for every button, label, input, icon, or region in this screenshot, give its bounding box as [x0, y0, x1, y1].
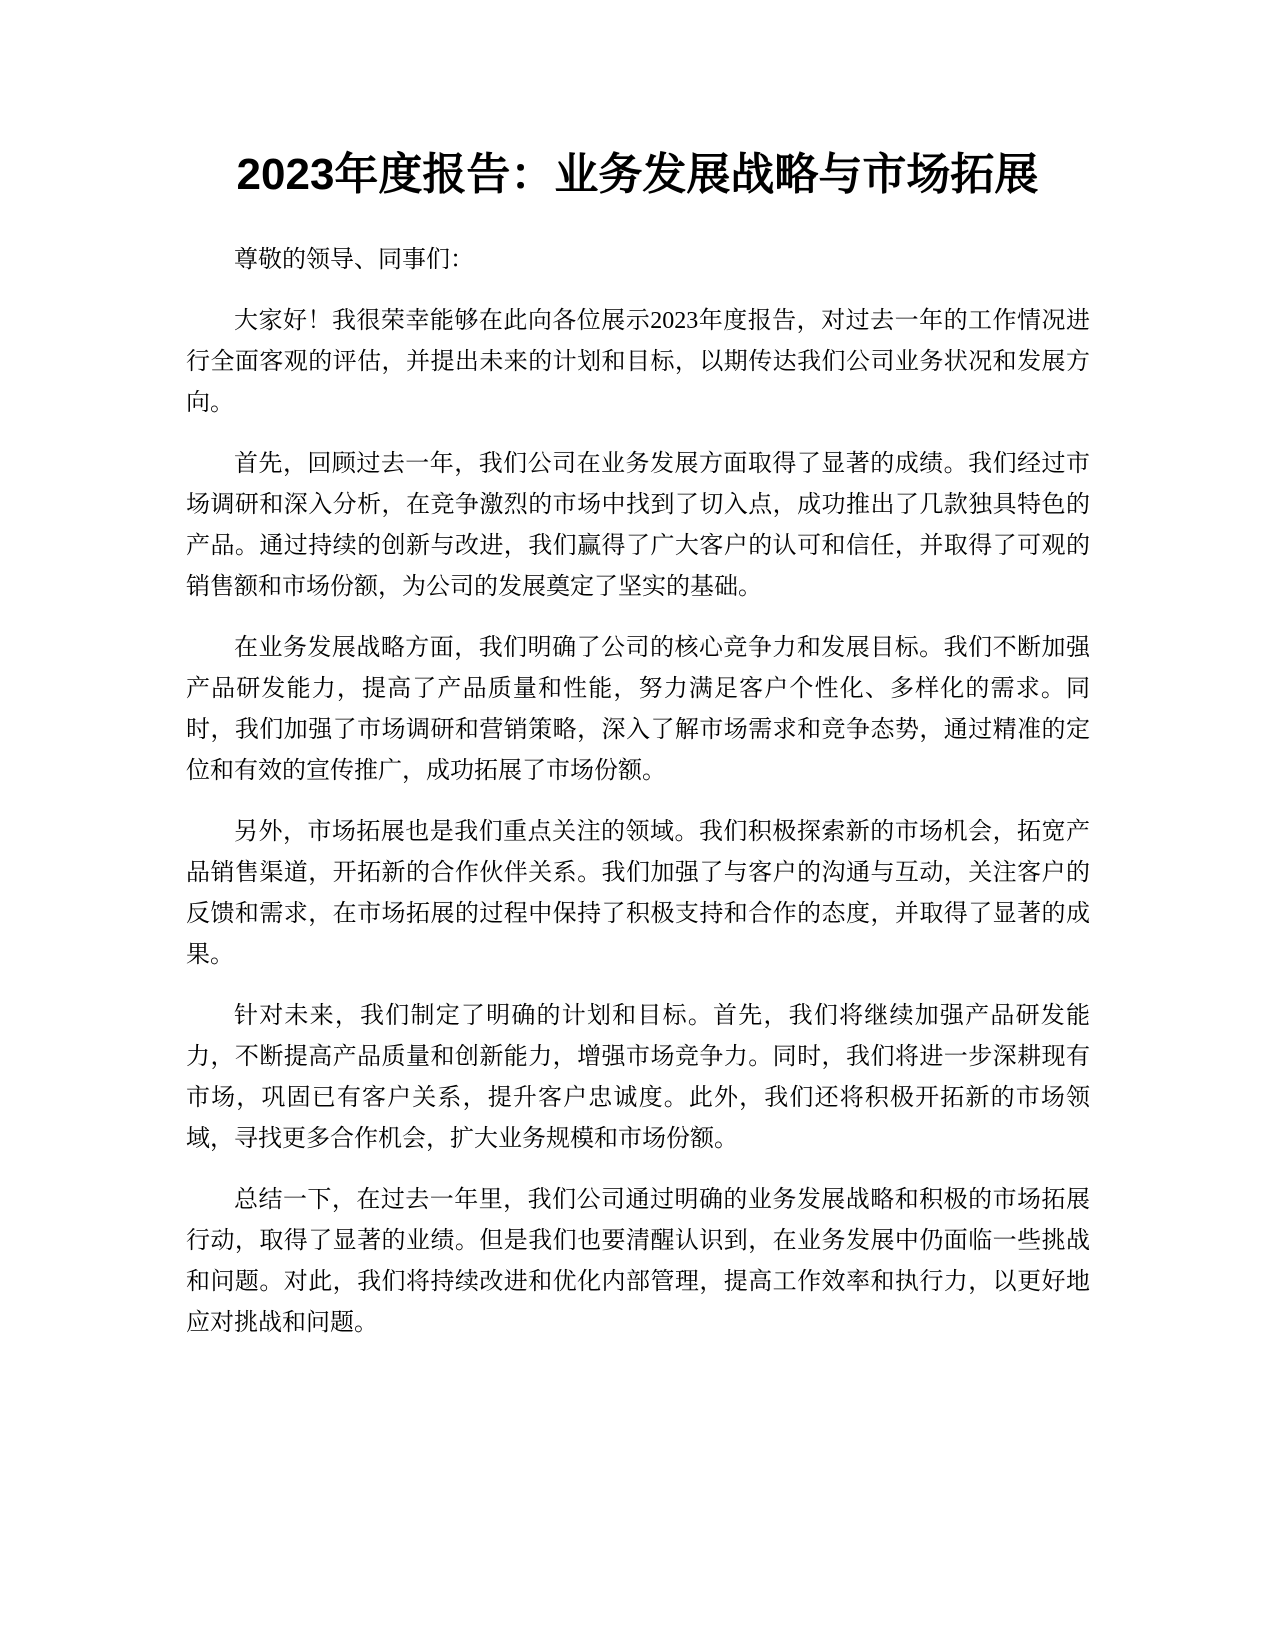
paragraph-review: 首先，回顾过去一年，我们公司在业务发展方面取得了显著的成绩。我们经过市场调研和深入分析，在竞争激烈的市场中找到了切入点，成功推出了几款独具特色的产品。通过持续的创新与改进，我们赢得了广大客户的认可和信任，并取得了可观的销售额和市场份额，为公司的发展奠定了坚实的基础。	[186, 451, 1090, 600]
paragraph-future-plans: 针对未来，我们制定了明确的计划和目标。首先，我们将继续加强产品研发能力，不断提高产品质量和创新能力，增强市场竞争力。同时，我们将进一步深耕现有市场，巩固已有客户关系，提升客户忠诚度。此外，我们还将积极开拓新的市场领域，寻找更多合作机会，扩大业务规模和市场份额。	[186, 1003, 1090, 1152]
paragraph-market-expansion: 另外，市场拓展也是我们重点关注的领域。我们积极探索新的市场机会，拓宽产品销售渠道，开拓新的合作伙伴关系。我们加强了与客户的沟通与互动，关注客户的反馈和需求，在市场拓展的过程中保持了积极支持和合作的态度，并取得了显著的成果。	[186, 819, 1090, 968]
paragraph-strategy: 在业务发展战略方面，我们明确了公司的核心竞争力和发展目标。我们不断加强产品研发能力，提高了产品质量和性能，努力满足客户个性化、多样化的需求。同时，我们加强了市场调研和营销策略，深入了解市场需求和竞争态势，通过精准的定位和有效的宣传推广，成功拓展了市场份额。	[186, 635, 1090, 784]
paragraph-summary: 总结一下，在过去一年里，我们公司通过明确的业务发展战略和积极的市场拓展行动，取得了显著的业绩。但是我们也要清醒认识到，在业务发展中仍面临一些挑战和问题。对此，我们将持续改进和优化内部管理，提高工作效率和执行力，以更好地应对挑战和问题。	[186, 1187, 1090, 1336]
document-body	[186, 240, 1090, 1364]
paragraph-intro: 大家好！我很荣幸能够在此向各位展示2023年度报告，对过去一年的工作情况进行全面客观的评估，并提出未来的计划和目标，以期传达我们公司业务状况和发展方向。	[186, 308, 1090, 416]
greeting: 尊敬的领导、同事们：	[234, 247, 474, 273]
document-title: 2023年度报告：业务发展战略与市场拓展	[236, 150, 1039, 199]
